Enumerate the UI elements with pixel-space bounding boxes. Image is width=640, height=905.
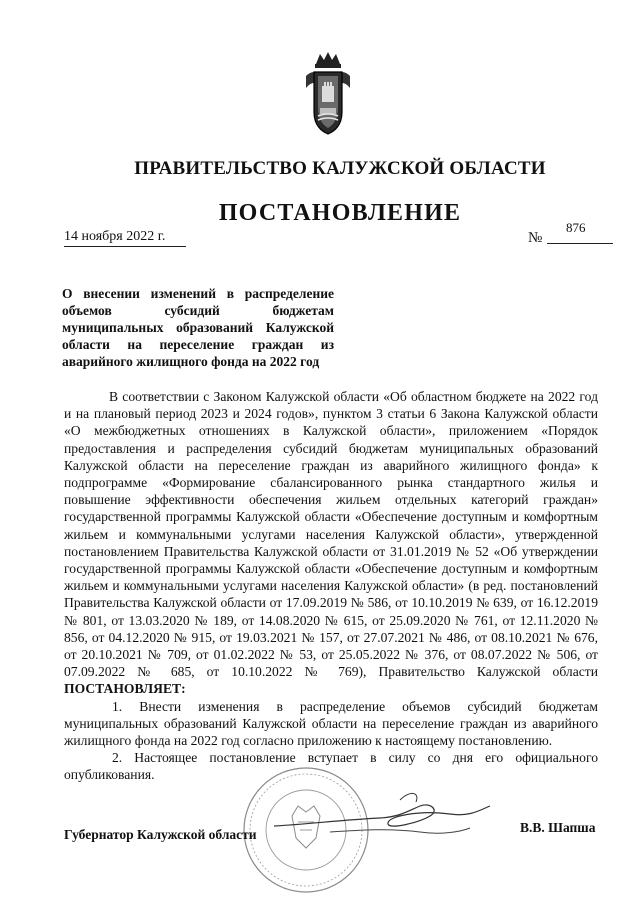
document-number: 876 [566,220,586,235]
coat-of-arms-icon [300,50,356,140]
item-2: 2. Настоящее постановление вступает в силу со дня его официального опубликования. [64,750,598,783]
number-label: № [528,230,543,246]
signature-icon [270,780,520,860]
document-type-title: ПОСТАНОВЛЕНИЕ [218,200,462,226]
item-1: 1. Внести изменения в распределение объемов субсидий бюджетам муниципальных образований Калужской области на переселение граждан из аварийного жилищного фонда на 2022 год согласно приложению к настоящему постановлению. [64,698,598,749]
signatory-name: В.В. Шапша [520,820,596,835]
document-body [64,388,598,784]
date-underline [64,246,186,247]
preamble-text: В соответствии с Законом Калужской области «Об областном бюджете на 2022 год и на плановый период 2023 и 2024 годов», пунктом 3 статьи 6 Закона Калужской области «О межбюджетных отношениях в Калужской области», приложением «Порядок предоставления и распределения субсидий бюджетам муниципальных образований Калужской области на переселение граждан из аварийного жилищного фонда» к подпрограмме «Формирование сбалансированного рынка стандартного жилья и повышение эффективности обеспечения жильем отдельных категорий граждан» государственной программы Калужской области «Обеспечение доступным и комфортным жильем и коммунальными услугами населения Калужской области», утвержденной постановлением Правительства Калужской области от 31.01.2019 № 52 «Об утверждении государственной программы Калужской области «Обеспечение доступным и комфортным жильем и коммунальными услугами населения Калужской области» (в ред. постановлений Правительства Калужской области от 17.09.2019 № 586, от 10.10.2019 № 639, от 16.12.2019 № 801, от 13.03.2020 № 189, от 14.08.2020 № 615, от 25.09.2020 № 761, от 12.11.2020 № 856, от 04.12.2020 № 915, от 19.03.2021 № 157, от 27.07.2021 № 486, от 08.10.2021 № 676, от 20.10.2021 № 709, от 01.02.2022 № 53, от 25.05.2022 № 376, от 08.07.2022 № 506, от 07.09.2022 № 685, от 10.10.2022 № 769), Правительство Калужской области [64,389,598,680]
number-underline [547,243,613,244]
document-date: 14 ноября 2022 г. [64,229,166,244]
resolve-word: ПОСТАНОВЛЯЕТ: [64,681,186,697]
organization-title: ПРАВИТЕЛЬСТВО КАЛУЖСКОЙ ОБЛАСТИ [134,158,546,179]
preamble-paragraph [64,388,598,698]
document-subject: О внесении изменений в распределение объемов субсидий бюджетам муниципальных образований Калужской области на переселение граждан из аварийного жилищного фонда на 2022 год [62,286,334,369]
signatory-position: Губернатор Калужской области [64,827,257,842]
